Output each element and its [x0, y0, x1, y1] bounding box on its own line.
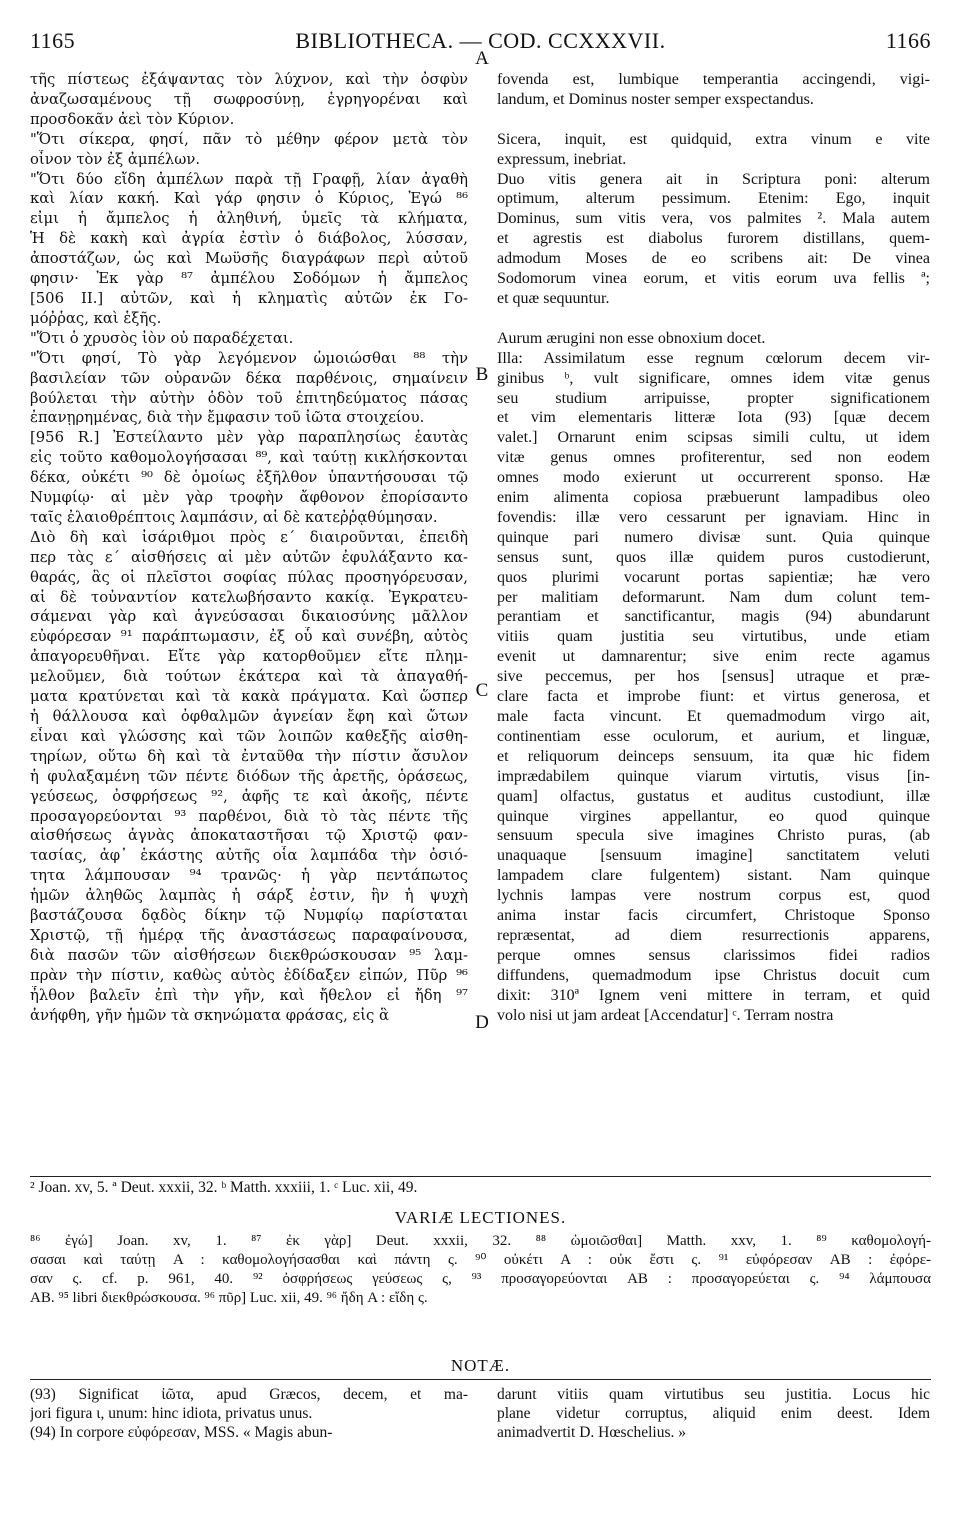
latin-text-line: quam] olfactus, gustatus et auditus custodiunt, illæ [497, 787, 930, 805]
greek-text-line: προσδοκᾶν ἀεὶ τὸν Κύριον. [30, 110, 235, 128]
latin-text-line: anima instar facis circumfert, Christoque Sponso [497, 907, 930, 925]
latin-text-line: Sicera, inquit, est quidquid, extra vinum e vite [497, 130, 930, 148]
latin-text-line: imprædabilem quinque viarum virtutis, visus [in- [497, 767, 930, 785]
latin-text-line: quos plurimi vocarunt portas sapientiæ; hæ vero [497, 568, 930, 586]
latin-column [497, 70, 930, 1026]
latin-text-line: et reliquorum deinceps sensuum, ita quæ hic fidem [497, 747, 930, 765]
latin-text-line: optimum, alterum pessimum. Etenim: Ego, inquit [497, 190, 930, 208]
greek-text-line: τηρίων, οὕτω δὴ καὶ τὰ ἐνταῦθα τὴν πίστιν ἄσυλον [30, 747, 468, 765]
latin-text-line: lychnis lampas vere nostrum corpus est, quod [497, 887, 930, 905]
greek-column [30, 70, 468, 1026]
nota-line: (93) Significat ἰῶτα, apud Græcos, decem, et ma- [30, 1386, 468, 1403]
latin-text-line: evenit ut damnarentur; sive enim recte agamus [497, 648, 930, 666]
latin-text-line [497, 309, 930, 329]
latin-text-line: landum, et Dominus noster semper exspectandus. [497, 90, 814, 108]
latin-text-line: fovendis: illæ vero cessarunt per ignaviam. Hinc in [497, 508, 930, 526]
latin-text-line: continentiam esse oculorum, et aurium, et linguæ, [497, 727, 930, 745]
greek-text-line: ἐπανῃρημένας, διὰ τὴν ἔμφασιν τοῦ ἰῶτα στοιχείου. [30, 409, 425, 427]
latin-text-line: et vim elementaris litteræ Iota (93) [quæ decem [497, 409, 930, 427]
latin-text-line: repræsentat, ad diem resurrectionis apparens, [497, 926, 930, 944]
greek-text-line: εἰμι ἡ ἄμπελος ἡ ἀληθινή, ὑμεῖς τὰ κλήματα, [30, 210, 468, 228]
running-title: BIBLIOTHECA. — COD. CCXXXVII. [295, 28, 666, 53]
margin-marker-d: D [475, 1012, 489, 1033]
greek-text-line: βούλεται τὴν αὐτὴν ὁδὸν τοῦ ἐπιτηδεύματος πάσας [30, 389, 468, 407]
variae-lectio-line: σαν ς. cf. p. 961, 40. ⁹² ὀσφρήσεως γεύσεως ς, ⁹³ προσαγορεύονται AB : προσαγορεύεται ς. ⁹⁴ λάμπουσα [30, 1271, 931, 1287]
greek-text-line: τῆς πίστεως ἐξάψαντας τὸν λύχνον, καὶ τὴν ὀσφὺν [30, 71, 468, 88]
greek-text-line: ἡμῶν ἀληθῶς λαμπὰς ἡ σάρξ ἐστιν, ἣν ἡ ψυχὴ [30, 887, 468, 905]
latin-text-line: volo nisi ut jam ardeat [Accendatur] ᶜ. Terram nostra [497, 1006, 834, 1024]
latin-text-line: admodum Moses de eo scribens ait: De vinea [497, 250, 930, 268]
greek-text-line: μελοῦμεν, διὰ τούτων ἑκάτερα καὶ τὰ ἀπαγαθή- [30, 668, 468, 686]
latin-text-line [497, 110, 930, 130]
latin-text-line: et quæ sequuntur. [497, 289, 610, 307]
greek-text-line: Ἡ δὲ κακὴ καὶ ἀγρία ἐστὶν ὁ διάβολος, λύσσαν, [30, 230, 468, 248]
greek-text-line: βασιλείαν τῶν οὐρανῶν δέκα παρθένοις, σημαίνειν [30, 369, 468, 387]
notae-rule [30, 1379, 931, 1380]
latin-text-line: Illa: Assimilatum esse regnum cœlorum decem vir- [497, 349, 930, 367]
scripture-references: ² Joan. xv, 5. ª Deut. xxxii, 32. ᵇ Matth. xxxiii, 1. ᶜ Luc. xii, 49. [30, 1176, 931, 1197]
greek-text-line: ἡ φυλαξαμένη τῶν πέντε διόδων τῆς ἀρετῆς, ὁράσεως, [30, 767, 468, 785]
greek-text-line: ταῖς ἐλαιοθρέπτοις λαμπάσιν, αἱ δὲ κατεῤῥᾳθύμησαν. [30, 508, 438, 526]
greek-text-line: βαστάζουσα δᾳδὸς δίκην τῷ Νυμφίῳ παρίσταται [30, 907, 468, 925]
latin-text-line: diffundens, quemadmodum ipse Christus docuit cum [497, 966, 930, 984]
greek-text-line: εὐφόρεσαν ⁹¹ παράπτωμασιν, ἐξ οὗ καὶ συνέβη, αὐτὸς [30, 628, 468, 646]
latin-text-line: sensuum specula sive imagines Christo puras, (ab [497, 827, 930, 845]
latin-text-line: dixit: 310ª Ignem veni mittere in terram, et quid [497, 986, 930, 1004]
greek-text-line: προσαγορεύονται ⁹³ παρθένοι, διὰ τὸ τὰς πέντε τῆς [30, 807, 468, 825]
nota-line: jori figura ι, unum: hinc idiota, privatus unus. [30, 1405, 313, 1422]
latin-text-line: sensus sunt, quos illæ quidem puros custodierunt, [497, 548, 930, 566]
latin-text-line: perque omnes sensus clarissimos fidei radios [497, 946, 930, 964]
latin-text-line: unaquaque [sensuum imagine] sanctitatem veluti [497, 847, 930, 865]
latin-text-line: sive peccemus, per hos [sensus] utraque et præ- [497, 668, 930, 686]
variae-lectio-line: AB. ⁹⁵ libri διεκθρώσκουσα. ⁹⁶ πῦρ] Luc. xii, 49. ⁹⁶ ἤδη A : εἴδη ς. [30, 1290, 428, 1306]
greek-text-line: Χριστῷ, τῇ ἡμέρᾳ τῆς ἀναστάσεως παραφαίνουσα, [30, 926, 468, 944]
nota-line: animadvertit D. Hœschelius. » [497, 1424, 686, 1441]
greek-text-line: Νυμφίῳ· αἱ μὲν γὰρ τροφὴν ἄφθονον ἐπορίσαντο [30, 489, 468, 507]
greek-text-line: τασίας, ἀφ᾽ ἑκάστης αὐτῆς οἷα λαμπάδα τὴν ὁσιό- [30, 847, 468, 865]
page-number-left: 1165 [30, 28, 76, 53]
notae-right-column [497, 1385, 930, 1442]
margin-marker-a: A [475, 48, 489, 69]
greek-text-line: πρὰν τὴν πίστιν, καθὼς αὐτὸς ἐδίδαξεν εἰπών, Πῦρ ⁹⁶ [30, 966, 468, 984]
greek-text-line: Διὸ δὴ καὶ ἰσάριθμοι πρὸς ε´ διαιροῦνται, ἐπειδὴ [30, 528, 468, 546]
margin-marker-b: B [475, 364, 489, 385]
greek-text-line: εἶναι καὶ γλώσσης καὶ τῶν λοιπῶν καθεξῆς αἰσθη- [30, 727, 468, 745]
latin-text-line: vitæ genus omnes profiterentur, sed non eodem [497, 449, 930, 467]
greek-text-line: δέκα, οὐκέτι ⁹⁰ δὲ ὁμοίως ἐξῆλθον ὑπαντήσουσαι τῷ [30, 469, 468, 487]
greek-text-line: οἶνον τὸν ἐξ ἀμπέλων. [30, 150, 201, 168]
variae-lectiones [30, 1232, 931, 1308]
greek-text-line: ἀποστάζων, ὡς καὶ Μωϋσῆς διαγράφων περὶ αὐτοῦ [30, 250, 468, 268]
latin-text-line: Dominus, sum vitis vera, vos palmites ². Mala autem [497, 210, 930, 228]
latin-text-line: per malitiam deformarunt. Nam dum colunt tem- [497, 588, 930, 606]
greek-text-line: εἰς τοῦτο καθομολογήσασαι ⁸⁹, καὶ ταύτῃ κικλήσκονται [30, 449, 468, 467]
greek-text-line: θαράς, ἃς οἱ πλεῖστοι σοφίας πύλας προσηγόρευσαν, [30, 568, 468, 586]
greek-text-line: "Ὅτι ὁ χρυσὸς ἰὸν οὐ παραδέχεται. [30, 329, 294, 347]
latin-text-line: perantiam et sanctificantur, magis (94) abundarunt [497, 608, 930, 626]
latin-text-line: quinque pari numero divisæ sunt. Quia quinque [497, 528, 930, 546]
latin-text-line: et agrestis est diabolus furorem distillans, quem- [497, 230, 930, 248]
greek-text-line: φησιν· Ἐκ γὰρ ⁸⁷ ἀμπέλου Σοδόμων ἡ ἄμπελος [30, 270, 468, 288]
nota-line: (94) In corpore εὐφόρεσαν, MSS. « Magis abun- [30, 1424, 333, 1441]
latin-text-line: Sodomorum vinea eorum, et vitis eorum uva fellis ª; [497, 270, 930, 288]
latin-text-line: valet.] Ornarunt enim scipsas simili cultu, ut idem [497, 429, 930, 447]
greek-text-line: ἀνήφθη, γῆν ἡμῶν τὰ σκηνώματα φράσας, εἰς ἃ [30, 1006, 389, 1024]
greek-text-line: ἦλθον βαλεῖν ἐπὶ τὴν γῆν, καὶ ἤθελον εἰ ἤδη ⁹⁷ [30, 986, 468, 1004]
nota-line: darunt vitiis quam virtutibus seu justitia. Locus hic [497, 1386, 930, 1403]
greek-text-line: ματα κρατύνεται καὶ τὰ κακὰ πράγματα. Καὶ ὥσπερ [30, 688, 468, 706]
notae-heading: NOTÆ. [450, 1356, 511, 1375]
greek-text-line: [956 R.] Ἐστείλαντο μὲν γὰρ παραπλησίως ἑαυτὰς [30, 429, 468, 447]
greek-text-line: ἀπαγορευθῆναι. Εἴτε γὰρ κατορθοῦμεν εἴτε πλημ- [30, 648, 468, 666]
latin-text-line: quinque virgines appellantur, eo quod quinque [497, 807, 930, 825]
latin-text-line: fovenda est, lumbique temperantia accingendi, vigi- [497, 71, 930, 88]
latin-text-line: enim alimenta copiosa præbuerunt lampadibus oleo [497, 489, 930, 507]
latin-text-line: omnes modo exierunt ut occurrerent sponso. Hæ [497, 469, 930, 487]
latin-text-line: expressum, inebriat. [497, 150, 627, 168]
nota-line: plane videtur corruptus, aliquid enim deest. Idem [497, 1405, 930, 1422]
variae-lectio-line: ⁸⁶ ἐγώ] Joan. xv, 1. ⁸⁷ ἐκ γὰρ] Deut. xxxii, 32. ⁸⁸ ὡμοιῶσθαι] Matth. xxv, 1. ⁸⁹ καθομολογή- [30, 1233, 931, 1249]
latin-text-line: Aurum ærugini non esse obnoxium docet. [497, 329, 766, 347]
greek-text-line: σάμεναι γὰρ καὶ ἁγνεύσασαι δικαιοσύνης μᾶλλον [30, 608, 468, 626]
variae-heading: VARIÆ LECTIONES. [394, 1208, 567, 1227]
greek-text-line: ἀναζωσαμένους τῇ σωφροσύνῃ, ἐγρηγορέναι καὶ [30, 90, 468, 108]
greek-text-line: γεύσεως, ὀσφρήσεως ⁹², ἁφῆς τε καὶ ἀκοῆς, πέντε [30, 787, 468, 805]
latin-text-line: seu studium arripuisse, propter significationem [497, 389, 930, 407]
greek-text-line: [506 II.] αὐτῶν, καὶ ἡ κληματὶς αὐτῶν ἐκ Γο- [30, 289, 468, 307]
greek-text-line: μόῤῥας, καὶ ἑξῆς. [30, 309, 162, 327]
latin-text-line: Duo vitis genera ait in Scriptura poni: alterum [497, 170, 930, 188]
greek-text-line: "Ὅτι σίκερα, φησί, πᾶν τὸ μέθην φέρον μετὰ τὸν [30, 130, 468, 148]
greek-text-line: "Ὅτι φησί, Τὸ γὰρ λεγόμενον ὡμοιώσθαι ⁸⁸ τὴν [30, 349, 468, 367]
greek-text-line: περ τὰς ε´ αἰσθήσεις αἱ μὲν αὐτῶν ἐφυλάξαντο κα- [30, 548, 468, 566]
page-number-right: 1166 [885, 28, 931, 53]
latin-text-line: male facta vincunt. Et quemadmodum virgo ait, [497, 708, 930, 725]
greek-text-line: αἰσθήσεως ἁγνὰς ἀποκαταστῆσαι τῷ Χριστῷ φαν- [30, 827, 468, 845]
greek-text-line: ἡ θάλλουσα καὶ ὀφθαλμῶν ἁγνείαν ἔφη καὶ ὤτων [30, 708, 468, 725]
greek-text-line: καὶ λίαν κακή. Καὶ γάρ φησιν ὁ Κύριος, Ἐγώ ⁸⁶ [30, 190, 468, 208]
latin-text-line: clare facta et improbe fiunt: et virtus generosa, et [497, 688, 930, 706]
greek-text-line: "Ὅτι δύο εἴδη ἀμπέλων παρὰ τῇ Γραφῇ, λίαν ἀγαθὴ [30, 170, 468, 188]
margin-marker-c: C [475, 680, 489, 701]
latin-text-line: vitiis quam justitia seu virtutibus, unde etiam [497, 628, 930, 646]
greek-text-line: τητα λάμπουσαν ⁹⁴ τρανῶς· ἡ γὰρ πεντάπωτος [30, 867, 468, 885]
greek-text-line: διὰ πασῶν τῶν αἰσθήσεων διεκθρώσκουσαν ⁹⁵ λαμ- [30, 946, 468, 964]
greek-text-line: αἱ δὲ τοὐναντίον κατελωβήσαντο κακίᾳ. Ἐγκρατευ- [30, 588, 468, 606]
latin-text-line: lampadem clare fulgentem) sistant. Nam quinque [497, 867, 930, 885]
notae-left-column [30, 1385, 468, 1442]
variae-lectio-line: σασαι καὶ ταύτῃ A : καθομολογήσασθαι καὶ πάντη ς. ⁹⁰ οὐκέτι A : οὐκ ἔστι ς. ⁹¹ εὐφόρεσαν AB : ἐφόρε- [30, 1252, 931, 1268]
latin-text-line: ginibus ᵇ, vult significare, omnes idem vitæ genus [497, 369, 930, 387]
